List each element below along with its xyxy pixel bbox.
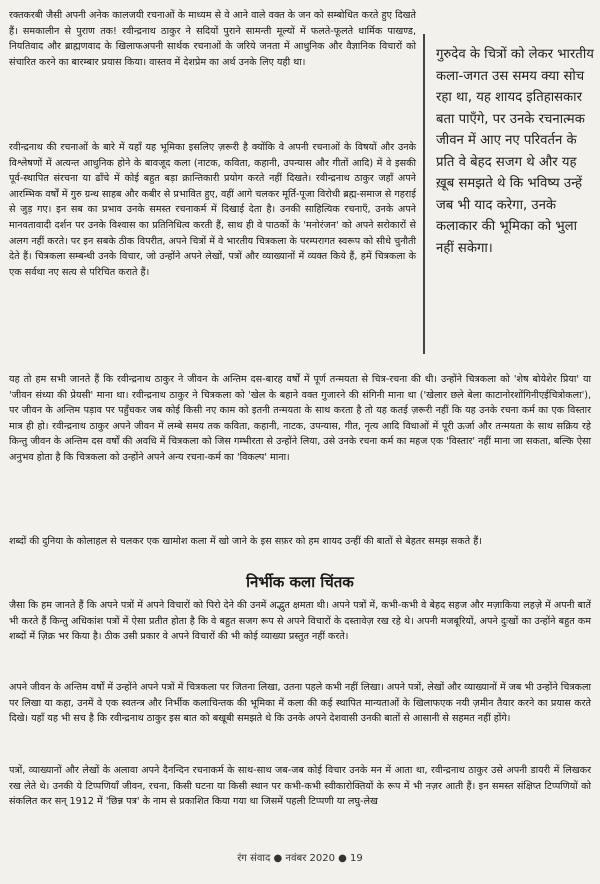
pullquote: गुरुदेव के चित्रों को लेकर भारतीय कला-जगत उस समय क्या सोच रहा था, यह शायद इतिहासकार बता पाएँगे, पर उनके रचनात्मक जीवन में आए नए परिवर्तन के प्रति वे बेहद सजग थे और यह ख़ूब समझते थे कि भविष्य उन्हें जब भी याद करेगा, उनके कलाकार की भूमिका को भुला नहीं सकेगा।	[436, 47, 594, 256]
section-paragraph-2: अपने जीवन के अन्तिम वर्षों में उन्होंने अपने पत्रों में चित्रकला पर जितना लिखा, उतना पहले कभी नहीं लिखा। अपने पत्रों, लेखों और व्याख्यानों में जब भी उन्होंने चित्रकला पर लिखा या कहा, उनमें वे एक स्वतन्त्र और निर्भीक कलाचिन्तक की भूमिका में कला की कई स्थापित मान्यताओं के खिलाफएक नयी ज़मीन तैयार करने का प्रयास करते दिखे। यहाँ यह भी सच है कि रवीन्द्रनाथ ठाकुर इस बात को बखूबी समझते थे कि उनके अपने देशवासी उनकी बातों से आसानी से सहमत नहीं होंगे।	[9, 682, 591, 725]
page-footer: रंग संवाद ● नवंबर 2020 ● 19	[237, 853, 363, 864]
section-paragraph-3: पत्रों, व्याख्यानों और लेखों के अलावा अपने दैनन्दिन रचनाकर्म के साथ-साथ जब-जब कोई विचार उनके मन में आता था, रवीन्द्रनाथ ठाकुर उसे अपनी डायरी में लिखकर रख लेते थे। उनकी ये टिप्पणियाँ जीवन, रचना, किसी घटना या किसी स्थान पर कभी-कभी स्वीकारोक्तियों के रूप में भी नज़र आती हैं। इन समस्त संक्षिप्त टिप्पणियों को संकलित कर सन् 1912 में 'छिन्न पत्र' के नाम से प्रकाशित किया गया था जिसमें पहली टिप्पणी या लघु-लेख	[9, 765, 591, 808]
intro-paragraph: रक्तकरबी जैसी अपनी अनेक कालजयी रचनाओं के माध्यम से वे आने वाले वक्त के जन को सम्बोधित करते हुए दिखते हैं। समकालीन से पुराण तक! रवीन्द्रनाथ ठाकुर ने सदियों पुराने सामन्ती मूल्यों में फलते-फूलते धार्मिक पाखण्ड, नियतिवाद और ब्राह्मणवाद के खिलाफअपनी सार्थक रचनाओं के जरिये जनता में आधुनिक और वैज्ञानिक विचारों को संचारित करने का बारम्बार प्रयास किया। वास्तव में देशप्रेम का अर्थ उनके लिए यही था।	[9, 10, 416, 68]
section-heading: निर्भीक कला चिंतक	[246, 573, 354, 591]
pullquote-rule	[423, 34, 425, 354]
body-paragraph-3: शब्दों की दुनिया के कोलाहल से चलकर एक खामोश कला में खो जाने के इस सफ़र को हम शायद उन्हीं की बातों से बेहतर समझ सकते हैं।	[9, 536, 482, 547]
section-paragraph-1: जैसा कि हम जानते हैं कि अपने पत्रों में अपने विचारों को पिरो देने की उनमें अद्भुत क्षमता थी। अपने पत्रों में, कभी-कभी वे बेहद सहज और मज़ाकिया लहज़े में अपनी बातें भी करते हैं किन्तु अधिकांश पत्रों में ऐसा प्रतीत होता है कि वे बहुत सजग रूप से अपने विचारों के दस्तावेज़ रख रहे थे। अपनी मजबूरियों, अपने दुःखों का उन्होंने बहुत कम शब्दों में ज़िक्र भर किया है। ठीक उसी प्रकार वे अपने विचारों की भी कोई व्याख्या प्रस्तुत नहीं करते।	[9, 600, 591, 643]
body-paragraph-1: रवीन्द्रनाथ की रचनाओं के बारे में यहाँ यह भूमिका इसलिए ज़रूरी है क्योंकि वे अपनी रचनाओं के विषयों और उनके विश्लेषणों में अत्यन्त आधुनिक होने के बावजूद कला (नाटक, कविता, कहानी, उपन्यास और गीतों आदि) में वे इसकी पूर्व-स्थापित संरचना या ढाँचे में कोई बहुत बड़ा क्रान्तिकारी प्रयोग करते नहीं दिखते। रवीन्द्रनाथ ठाकुर जहाँ अपने आरम्भिक वर्षों में गुरु ग्रन्थ साहब और कबीर से प्रभावित हुए, वहीं आगे चलकर मूर्ति-पूजा विरोधी ब्रह्म-समाज से गहराई से जुड़ गए। इन सब का प्रभाव उनके समस्त रचनाकर्म में दिखाई देता है। उनकी साहित्यिक रचनाएँ, उनके अपने मानवतावादी दर्शन पर उनके विश्वास का प्रतिनिधित्व करती हैं, साथ ही वे पाठकों के 'मनोरंजन' को अपने सरोकारों से अलग नहीं करते। पर इन सबके ठीक विपरीत, अपने चित्रों में वे भारतीय चित्रकला के परम्परागत स्वरूप को सीधे चुनौती देते हैं। चित्रकला सम्बन्धी उनके विचार, जो उन्होंने अपने लेखों, पत्रों और व्याख्यानों में व्यक्त किये हैं, हमें चित्रकला के एक सर्वथा नए सत्य से परिचित कराते हैं।	[9, 142, 416, 278]
body-paragraph-2: यह तो हम सभी जानते हैं कि रवीन्द्रनाथ ठाकुर ने जीवन के अन्तिम दस-बारह वर्षों में पूर्ण तन्मयता से चित्र-रचना की थी। उन्होंने चित्रकला को 'शेष बोयेशेर प्रिया' या 'जीवन संध्या की प्रेयसी' माना था। रवीन्द्रनाथ ठाकुर ने चित्रकला को 'खेल के बहाने वक्त गुजारने की संगिनी माना था ('खेलार छले बेला काटानोरशोंगिनीएईचित्रोकला'), पर जीवन के अन्तिम पड़ाव पर पहुँचकर जब कोई किसी नए काम को इतनी तन्मयता के साथ करता है तो यह कतई ज़रूरी नहीं कि यह उनके रचना कर्म का एक विस्तार मात्र ही हो। रवीन्द्रनाथ ठाकुर अपने जीवन में लम्बे समय तक कविता, कहानी, नाटक, उपन्यास, गीत, नृत्य आदि विधाओं में पूरी ऊर्जा और तन्मयता के साथ सक्रिय रहे किन्तु जीवन के अन्तिम दस वर्षों की अवधि में चित्रकला को जिस गम्भीरता से उन्होंने लिया, उसे उनके रचना कर्म का महज एक 'विस्तार' नहीं माना जा सकता, बल्कि ऐसा अनुभव होता है कि चित्रकला को उन्होंने अपने अन्य रचना-कर्म का 'विकल्प' माना।	[9, 374, 591, 463]
